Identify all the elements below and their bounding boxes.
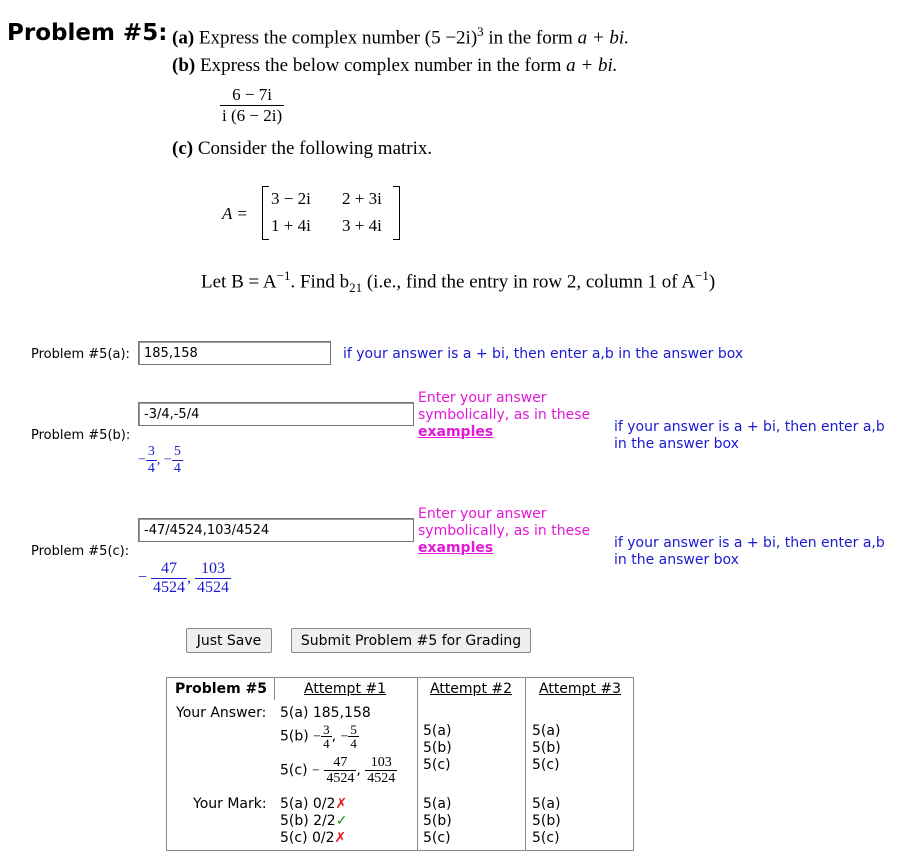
answer-b-examples-link[interactable]: examples bbox=[418, 424, 494, 440]
answer-c-examples-link[interactable]: examples bbox=[418, 540, 494, 556]
matrix-m12: 2 + 3i bbox=[342, 189, 382, 208]
hist-b-prefix: 5(b) bbox=[280, 728, 309, 745]
att3-mark-b: 5(b) bbox=[532, 813, 561, 829]
att3-mark-c: 5(c) bbox=[532, 830, 560, 846]
answer-a-label: Problem #5(a): bbox=[31, 347, 130, 362]
att3-a: 5(a) bbox=[532, 723, 561, 739]
answer-b-input[interactable] bbox=[138, 402, 414, 426]
part-b-denominator: i (6 − 2i) bbox=[222, 106, 283, 125]
mark-c: 5(c) 0/2 bbox=[280, 830, 335, 846]
att2-b: 5(b) bbox=[423, 740, 452, 756]
part-b-form: a + bi. bbox=[566, 55, 618, 76]
c-prev-minus: − bbox=[138, 569, 148, 587]
your-answer-label: Your Answer: bbox=[176, 705, 267, 721]
hist-c-num1: 47 bbox=[333, 755, 348, 770]
close-paren: ) bbox=[708, 271, 716, 293]
part-a-desc: Express the complex number bbox=[198, 27, 420, 49]
c-prev-sep: , bbox=[187, 569, 192, 587]
matrix-m11: 3 − 2i bbox=[271, 189, 311, 208]
c-prev-den1: 4524 bbox=[153, 579, 186, 596]
hist-c-den1: 4524 bbox=[326, 771, 355, 786]
answer-b-hint bbox=[614, 419, 885, 453]
part-a-exp: 3 bbox=[477, 24, 484, 39]
col-divider-0 bbox=[274, 678, 275, 700]
find-text: . Find b bbox=[290, 271, 350, 293]
hist-c-comma: , bbox=[356, 762, 361, 779]
matrix-m22: 3 + 4i bbox=[342, 216, 382, 235]
answer-c-sym2: symbolically, as in these bbox=[418, 523, 591, 539]
submit-grading-button[interactable]: Submit Problem #5 for Grading bbox=[291, 628, 531, 653]
just-save-button[interactable]: Just Save bbox=[186, 628, 272, 653]
answer-c-hint-line1: if your answer is a + bi, then enter a,b bbox=[614, 535, 885, 551]
part-b-label: (b) bbox=[172, 55, 196, 76]
mark-a: 5(a) 0/2 bbox=[280, 796, 336, 812]
hist-answer-b bbox=[280, 723, 359, 750]
hist-c-num2: 103 bbox=[370, 755, 392, 770]
hist-b-num1: 3 bbox=[323, 722, 330, 737]
answer-b-sym1: Enter your answer bbox=[418, 390, 547, 406]
hist-b-minus2: − bbox=[340, 729, 349, 745]
b-prev-den1: 4 bbox=[147, 461, 155, 476]
answer-c-input[interactable] bbox=[138, 518, 414, 542]
inverse-exp-2: −1 bbox=[695, 268, 709, 283]
answer-c-symbolic-hint bbox=[418, 506, 590, 557]
hist-answer-c bbox=[280, 755, 397, 786]
hist-b-den2: 4 bbox=[350, 736, 357, 751]
hist-att2-answers bbox=[423, 723, 452, 774]
part-c-question bbox=[201, 268, 715, 296]
answer-b-sym2: symbolically, as in these bbox=[418, 407, 591, 423]
hist-b-num2: 5 bbox=[350, 722, 357, 737]
hist-c-den2: 4524 bbox=[367, 771, 396, 786]
hist-c-prefix: 5(c) bbox=[280, 762, 308, 779]
part-c-label: (c) bbox=[172, 138, 194, 159]
part-b-desc: Express the below complex number in the form bbox=[199, 55, 562, 76]
att2-c: 5(c) bbox=[423, 757, 451, 773]
problem-title: Problem #5: bbox=[7, 20, 168, 46]
matrix-left-bracket bbox=[262, 186, 269, 240]
part-b-text bbox=[172, 55, 618, 77]
part-c-desc: Consider the following matrix. bbox=[197, 138, 433, 159]
matrix-m21: 1 + 4i bbox=[271, 216, 311, 235]
part-c-text bbox=[172, 138, 432, 160]
att2-mark-a: 5(a) bbox=[423, 796, 452, 812]
c-prev-den2: 4524 bbox=[197, 579, 230, 596]
hist-b-minus1: − bbox=[313, 729, 322, 745]
part-a-tail: in the form bbox=[488, 27, 573, 49]
your-mark-label: Your Mark: bbox=[193, 796, 267, 812]
att3-c: 5(c) bbox=[532, 757, 560, 773]
attempt-1-link[interactable]: Attempt #1 bbox=[304, 681, 387, 697]
answer-b-symbolic-hint bbox=[418, 390, 590, 441]
hist-att3-answers bbox=[532, 723, 561, 774]
part-a-expr: (5 −2i) bbox=[424, 27, 478, 49]
let-b-text: Let B = A bbox=[201, 271, 277, 293]
entry-desc: (i.e., find the entry in row 2, column 1 of A bbox=[362, 271, 696, 293]
answer-c-preview bbox=[138, 560, 231, 597]
c-prev-num2: 103 bbox=[201, 560, 226, 577]
history-head: Problem #5 bbox=[175, 681, 268, 697]
att2-mark-b: 5(b) bbox=[423, 813, 452, 829]
hist-b-den1: 4 bbox=[323, 736, 330, 751]
matrix-right-bracket bbox=[393, 186, 400, 240]
hist-att2-marks bbox=[423, 796, 452, 847]
check-icon: ✓ bbox=[335, 813, 348, 829]
att3-b: 5(b) bbox=[532, 740, 561, 756]
answer-c-label: Problem #5(c): bbox=[31, 544, 130, 559]
part-b-numerator: 6 − 7i bbox=[232, 85, 272, 104]
part-b-fraction bbox=[220, 85, 284, 126]
c-prev-num1: 47 bbox=[161, 560, 178, 577]
hist-marks bbox=[280, 796, 347, 847]
b-prev-num2: 5 bbox=[173, 444, 181, 459]
att3-mark-a: 5(a) bbox=[532, 796, 561, 812]
part-a-label: (a) bbox=[172, 27, 195, 49]
b-prev-num1: 3 bbox=[147, 444, 155, 459]
hist-att3-marks bbox=[532, 796, 561, 847]
part-a-form: a + bi. bbox=[577, 27, 629, 49]
matrix-a-label: A = bbox=[222, 204, 248, 223]
answer-c-hint bbox=[614, 535, 885, 569]
b-prev-sep: , bbox=[156, 452, 161, 468]
attempt-2-link[interactable]: Attempt #2 bbox=[430, 681, 513, 697]
answer-c-sym1: Enter your answer bbox=[418, 506, 547, 522]
inverse-exp-1: −1 bbox=[276, 268, 291, 283]
attempt-3-link[interactable]: Attempt #3 bbox=[539, 681, 622, 697]
hist-answer-a: 5(a) 185,158 bbox=[280, 705, 371, 721]
b-prev-minus1: − bbox=[138, 452, 146, 468]
att2-mark-c: 5(c) bbox=[423, 830, 451, 846]
cross-icon: ✗ bbox=[335, 796, 348, 812]
hist-b-comma: , bbox=[331, 728, 337, 745]
answer-c-hint-line2: in the answer box bbox=[614, 552, 739, 568]
answer-a-hint: if your answer is a + bi, then enter a,b in the answer box bbox=[343, 346, 744, 362]
hist-c-minus: − bbox=[311, 763, 320, 779]
col-divider-1 bbox=[417, 678, 418, 850]
cross-icon: ✗ bbox=[334, 830, 347, 846]
answer-a-input[interactable] bbox=[138, 341, 331, 365]
b-prev-minus2: − bbox=[163, 452, 172, 468]
att2-a: 5(a) bbox=[423, 723, 452, 739]
answer-b-hint-line1: if your answer is a + bi, then enter a,b bbox=[614, 419, 885, 435]
col-divider-2 bbox=[525, 678, 526, 850]
b-prev-den2: 4 bbox=[173, 461, 181, 476]
part-a-text bbox=[172, 24, 629, 49]
history-table bbox=[166, 677, 634, 851]
answer-b-label: Problem #5(b): bbox=[31, 428, 131, 443]
answer-b-preview bbox=[138, 444, 183, 477]
mark-b: 5(b) 2/2 bbox=[280, 813, 336, 829]
answer-b-hint-line2: in the answer box bbox=[614, 436, 739, 452]
b21-subscript: 21 bbox=[349, 280, 363, 296]
